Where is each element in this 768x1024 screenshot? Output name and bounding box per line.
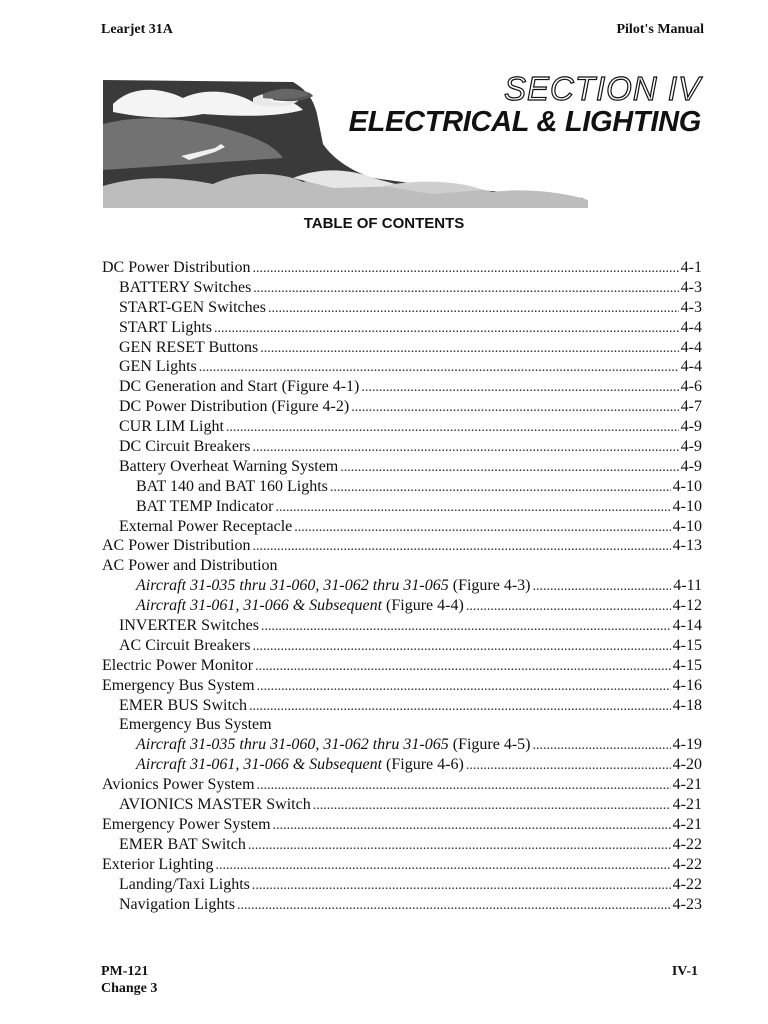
toc-entry[interactable] <box>102 457 702 477</box>
toc-entry-label: INVERTER Switches <box>119 617 259 635</box>
toc-entry-label: BAT 140 and BAT 160 Lights <box>136 477 328 495</box>
toc-entry[interactable] <box>102 835 702 855</box>
toc-leader-dots <box>275 497 670 518</box>
toc-entry[interactable] <box>102 656 702 676</box>
toc-leader-dots <box>252 536 670 557</box>
toc-entry-label: Emergency Bus System <box>119 716 272 734</box>
toc-entry-label: AC Power and Distribution <box>102 557 278 575</box>
toc-entry-label: DC Circuit Breakers <box>119 438 251 456</box>
toc-entry[interactable] <box>102 895 702 915</box>
toc-leader-dots <box>255 656 671 677</box>
toc-entry[interactable] <box>102 636 702 656</box>
toc-entry-label: CUR LIM Light <box>119 418 224 436</box>
toc-leader-dots <box>351 397 678 418</box>
toc-entry[interactable] <box>102 417 702 437</box>
toc-entry-figure-ref: (Figure 4-3) <box>448 577 531 595</box>
toc-page-number: 4-20 <box>672 756 702 774</box>
toc-entry-label: External Power Receptacle <box>119 517 293 535</box>
toc-entry-figure-ref: (Figure 4-6) <box>382 756 464 774</box>
toc-entry-label: START-GEN Switches <box>119 298 266 316</box>
toc-entry-label: Electric Power Monitor <box>102 656 254 674</box>
toc-entry[interactable] <box>102 696 702 716</box>
toc-entry[interactable] <box>102 596 702 616</box>
toc-entry-label: Avionics Power System <box>102 776 255 794</box>
toc-page-number: 4-9 <box>680 418 702 436</box>
toc-leader-dots <box>313 795 671 816</box>
toc-entry[interactable] <box>102 715 702 735</box>
toc-entry[interactable] <box>102 278 702 298</box>
toc-entry-applicability: Aircraft 31-035 thru 31-060, 31-062 thru 31-065 <box>136 736 449 754</box>
toc-leader-dots <box>248 835 671 856</box>
toc-entry-applicability: Aircraft 31-061, 31-066 & Subsequent <box>136 756 383 774</box>
toc-entry-label: BAT TEMP Indicator <box>136 497 274 515</box>
toc-entry-label: AVIONICS MASTER Switch <box>119 796 311 814</box>
section-banner <box>103 70 703 214</box>
footer-change: Change 3 <box>101 981 158 996</box>
toc-page-number: 4-10 <box>672 477 702 495</box>
toc-leader-dots <box>361 377 678 398</box>
toc-leader-dots <box>261 616 671 637</box>
toc-page-number: 4-10 <box>672 517 702 535</box>
toc-entry[interactable] <box>102 755 702 775</box>
toc-entry[interactable] <box>102 875 702 895</box>
toc-page-number: 4-23 <box>672 895 702 913</box>
toc-page-number: 4-3 <box>680 278 702 296</box>
toc-entry[interactable] <box>102 616 702 636</box>
running-header-aircraft: Learjet 31A <box>101 22 173 37</box>
toc-entry[interactable] <box>102 795 702 815</box>
toc-entry-label: GEN RESET Buttons <box>119 338 259 356</box>
toc-leader-dots <box>533 735 671 756</box>
toc-entry-label: Landing/Taxi Lights <box>119 875 250 893</box>
toc-entry[interactable] <box>102 556 702 576</box>
toc-page-number: 4-9 <box>680 438 702 456</box>
toc-leader-dots <box>294 517 670 538</box>
toc-page-number: 4-4 <box>680 338 702 356</box>
toc-page-number: 4-11 <box>673 577 702 595</box>
toc-entry[interactable] <box>102 437 702 457</box>
toc-entry-applicability: Aircraft 31-061, 31-066 & Subsequent <box>136 597 383 615</box>
toc-entry[interactable] <box>102 517 702 537</box>
toc-page-number: 4-6 <box>680 378 702 396</box>
toc-leader-dots <box>252 875 671 896</box>
toc-leader-dots <box>257 775 671 796</box>
toc-leader-dots <box>340 457 678 478</box>
toc-page-number: 4-10 <box>672 497 702 515</box>
running-header-manual: Pilot's Manual <box>616 22 704 37</box>
toc-entry[interactable] <box>102 258 702 278</box>
toc-entry[interactable] <box>102 298 702 318</box>
toc-leader-dots <box>237 895 671 916</box>
toc-leader-dots <box>466 596 671 617</box>
footer-page-number: IV-1 <box>671 964 698 979</box>
table-of-contents <box>102 258 702 914</box>
toc-entry-label <box>136 735 531 755</box>
toc-entry-label: START Lights <box>119 318 213 336</box>
toc-entry-applicability: Aircraft 31-035 thru 31-060, 31-062 thru 31-065 <box>136 577 449 595</box>
toc-entry[interactable] <box>102 357 702 377</box>
toc-page-number: 4-21 <box>672 796 702 814</box>
toc-entry[interactable] <box>102 775 702 795</box>
toc-leader-dots <box>330 477 671 498</box>
toc-entry-figure-ref: (Figure 4-4) <box>382 597 464 615</box>
toc-heading: TABLE OF CONTENTS <box>303 215 465 232</box>
toc-page-number: 4-15 <box>672 636 702 654</box>
toc-page-number: 4-14 <box>672 617 702 635</box>
toc-entry[interactable] <box>102 576 702 596</box>
toc-entry-label: AC Power Distribution <box>102 537 251 555</box>
toc-entry[interactable] <box>102 676 702 696</box>
toc-entry[interactable] <box>102 497 702 517</box>
toc-entry-label: DC Generation and Start (Figure 4-1) <box>119 378 360 396</box>
toc-entry-label: Emergency Power System <box>102 815 271 833</box>
toc-entry-label: DC Power Distribution (Figure 4-2) <box>119 398 350 416</box>
toc-page-number: 4-7 <box>680 398 702 416</box>
toc-page-number: 4-4 <box>680 358 702 376</box>
toc-entry-label: Battery Overheat Warning System <box>119 457 339 475</box>
toc-entry-label: EMER BAT Switch <box>119 835 246 853</box>
toc-leader-dots <box>253 278 678 299</box>
toc-page-number: 4-4 <box>680 318 702 336</box>
toc-page-number: 4-21 <box>672 815 702 833</box>
toc-entry[interactable] <box>102 815 702 835</box>
footer-doc-number: PM-121 <box>101 964 149 979</box>
toc-entry[interactable] <box>102 377 702 397</box>
toc-page-number: 4-12 <box>672 597 702 615</box>
toc-entry-label: Navigation Lights <box>119 895 235 913</box>
toc-entry-label <box>136 755 464 775</box>
toc-leader-dots <box>260 338 678 359</box>
toc-page-number: 4-3 <box>680 298 702 316</box>
toc-entry-label: Emergency Bus System <box>102 676 255 694</box>
toc-entry[interactable] <box>102 735 702 755</box>
toc-page-number: 4-22 <box>672 875 702 893</box>
toc-page-number: 4-19 <box>672 736 702 754</box>
toc-entry-label <box>136 576 531 596</box>
toc-entry-figure-ref: (Figure 4-5) <box>448 736 531 754</box>
section-title: ELECTRICAL & LIGHTING <box>348 106 701 138</box>
toc-entry[interactable] <box>102 338 702 358</box>
toc-entry[interactable] <box>102 477 702 497</box>
toc-leader-dots <box>273 815 671 836</box>
toc-leader-dots <box>249 696 671 717</box>
toc-page-number: 4-22 <box>672 835 702 853</box>
toc-leader-dots <box>216 855 671 876</box>
toc-page-number: 4-21 <box>672 776 702 794</box>
section-number: SECTION IV <box>503 70 701 107</box>
toc-entry-label: GEN Lights <box>119 358 197 376</box>
toc-entry-label: BATTERY Switches <box>119 278 252 296</box>
toc-page-number: 4-1 <box>680 259 702 276</box>
toc-entry[interactable] <box>102 855 702 875</box>
toc-page-number: 4-13 <box>672 537 702 555</box>
toc-leader-dots <box>466 755 671 776</box>
toc-entry-label: Exterior Lighting <box>102 855 214 873</box>
toc-leader-dots <box>268 298 679 319</box>
toc-page-number: 4-22 <box>672 855 702 873</box>
toc-leader-dots <box>253 437 679 458</box>
toc-entry-label: AC Circuit Breakers <box>119 636 251 654</box>
toc-leader-dots <box>214 318 679 339</box>
toc-page-number: 4-15 <box>672 656 702 674</box>
toc-entry-label <box>136 596 464 616</box>
toc-leader-dots <box>257 676 671 697</box>
toc-entry-label: DC Power Distribution <box>102 259 251 276</box>
toc-entry[interactable] <box>102 318 702 338</box>
toc-leader-dots <box>199 357 679 378</box>
toc-leader-dots <box>533 576 672 597</box>
toc-page-number: 4-9 <box>680 457 702 475</box>
toc-entry[interactable] <box>102 397 702 417</box>
toc-leader-dots <box>226 417 679 438</box>
toc-page-number: 4-16 <box>672 676 702 694</box>
toc-page-number: 4-18 <box>672 696 702 714</box>
toc-leader-dots <box>253 636 671 657</box>
toc-leader-dots <box>252 258 678 279</box>
toc-entry[interactable] <box>102 536 702 556</box>
footer-doc-info <box>101 963 157 997</box>
toc-entry-label: EMER BUS Switch <box>119 696 248 714</box>
